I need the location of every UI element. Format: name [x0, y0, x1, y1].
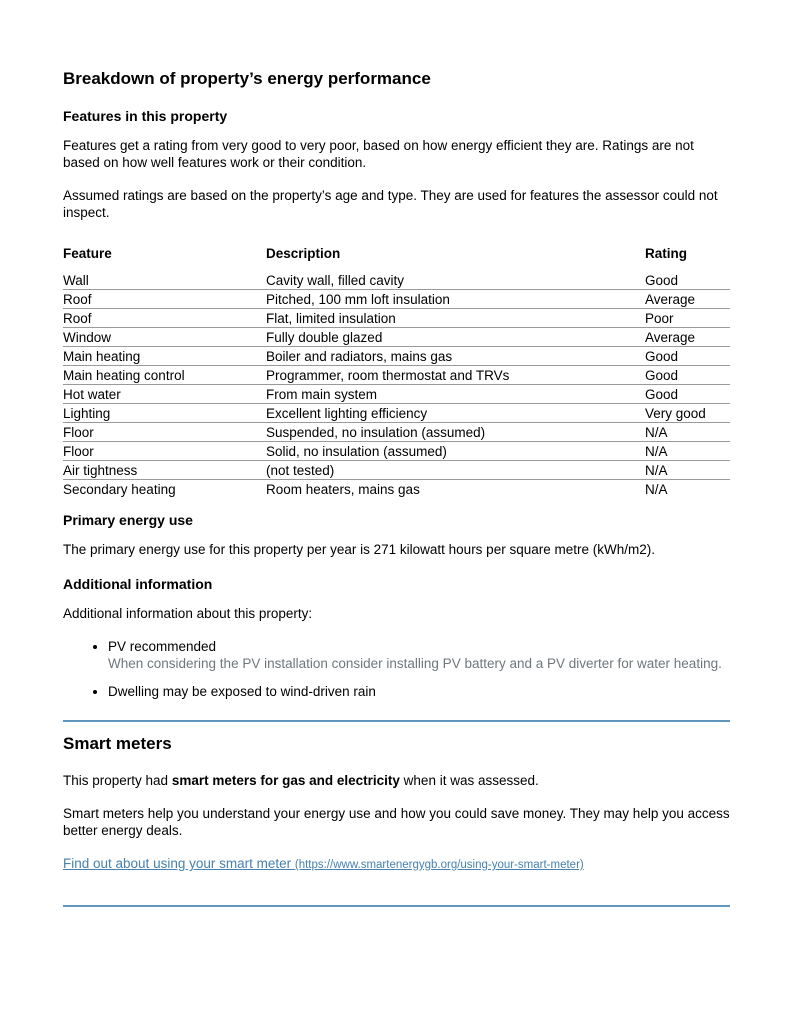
features-intro-paragraph-1: Features get a rating from very good to very poor, based on how energy efficient they are. Ratings are not based on how well features work or their condition. [63, 138, 694, 170]
bottom-divider [63, 905, 730, 907]
feature-cell: Air tightness [63, 461, 266, 480]
feature-cell: Hot water [63, 385, 266, 404]
feature-cell: Floor [63, 423, 266, 442]
primary-energy-paragraph: The primary energy use for this property per year is 271 kilowatt hours per square metre (kWh/m2). [63, 542, 655, 557]
description-cell: Pitched, 100 mm loft insulation [266, 290, 645, 309]
table-row [63, 328, 730, 347]
feature-cell: Roof [63, 309, 266, 328]
smart-meter-link-url: (https://www.smartenergygb.org/using-your-smart-meter) [294, 859, 584, 871]
rating-cell: Average [645, 290, 730, 309]
assessed-suffix: when it was assessed. [399, 772, 539, 788]
table-row [63, 385, 730, 404]
rating-cell: Very good [645, 404, 730, 423]
table-row [63, 290, 730, 309]
list-item [108, 684, 730, 701]
assessed-bold-text: smart meters for gas and electricity [171, 772, 400, 788]
feature-cell: Roof [63, 290, 266, 309]
additional-information-heading: Additional information [63, 575, 213, 592]
column-header-rating: Rating [645, 246, 687, 261]
rating-cell: Average [645, 328, 730, 347]
section-divider [63, 720, 730, 722]
feature-cell: Wall [63, 272, 89, 288]
description-cell: Excellent lighting efficiency [266, 404, 645, 423]
feature-cell: Main heating control [63, 366, 266, 385]
smart-meter-link-label: Find out about using your smart meter [63, 856, 292, 871]
bullet-text: Dwelling may be exposed to wind-driven rain [108, 684, 376, 699]
table-row [63, 309, 730, 328]
bullet-text: PV recommended [108, 639, 217, 654]
table-row [63, 423, 730, 442]
description-cell: Solid, no insulation (assumed) [266, 442, 645, 461]
table-row [63, 404, 730, 423]
features-intro-paragraph-2: Assumed ratings are based on the property’s age and type. They are used for features the assessor could not inspect. [63, 188, 718, 220]
features-table [63, 246, 730, 498]
rating-cell: N/A [645, 461, 730, 480]
description-cell: Suspended, no insulation (assumed) [266, 423, 645, 442]
feature-cell: Window [63, 328, 266, 347]
table-row [63, 442, 730, 461]
rating-cell: Good [645, 272, 679, 288]
description-cell: Flat, limited insulation [266, 309, 645, 328]
rating-cell: Poor [645, 309, 730, 328]
bullet-note: When considering the PV installation consider installing PV battery and a PV diverter for water heating. [108, 655, 722, 671]
assessed-prefix: This property had [63, 772, 172, 788]
description-cell: Fully double glazed [266, 328, 645, 347]
description-cell: Boiler and radiators, mains gas [266, 347, 645, 366]
column-header-description: Description [266, 246, 341, 261]
primary-energy-heading: Primary energy use [63, 512, 193, 528]
list-item [108, 639, 730, 672]
column-header-feature: Feature [63, 246, 112, 261]
rating-cell: N/A [645, 480, 730, 499]
table-row [63, 271, 730, 290]
smart-meter-link-row [63, 856, 730, 874]
description-cell: Room heaters, mains gas [266, 480, 645, 499]
rating-cell: Good [645, 366, 730, 385]
smart-meter-link[interactable] [63, 856, 584, 871]
additional-information-intro: Additional information about this property: [63, 605, 313, 621]
rating-cell: N/A [645, 423, 730, 442]
feature-cell: Main heating [63, 347, 266, 366]
description-cell: Programmer, room thermostat and TRVs [266, 366, 645, 385]
smart-meters-heading: Smart meters [63, 733, 172, 753]
table-row [63, 347, 730, 366]
additional-information-list [63, 639, 730, 701]
table-row [63, 461, 730, 480]
smart-meters-benefits-paragraph: Smart meters help you understand your energy use and how you could save money. They may help you access better energy deals. [63, 806, 730, 838]
smart-meters-assessed-paragraph [63, 773, 730, 790]
rating-cell: N/A [645, 442, 730, 461]
table-row [63, 366, 730, 385]
feature-cell: Lighting [63, 404, 266, 423]
description-cell: From main system [266, 385, 645, 404]
features-section-heading: Features in this property [63, 108, 228, 124]
table-row [63, 480, 730, 499]
description-cell: (not tested) [266, 461, 645, 480]
feature-cell: Floor [63, 442, 266, 461]
page-title: Breakdown of property’s energy performance [63, 69, 431, 88]
features-table-header-row [63, 246, 730, 271]
feature-cell: Secondary heating [63, 480, 266, 499]
rating-cell: Good [645, 347, 730, 366]
rating-cell: Good [645, 385, 730, 404]
description-cell: Cavity wall, filled cavity [266, 272, 405, 288]
